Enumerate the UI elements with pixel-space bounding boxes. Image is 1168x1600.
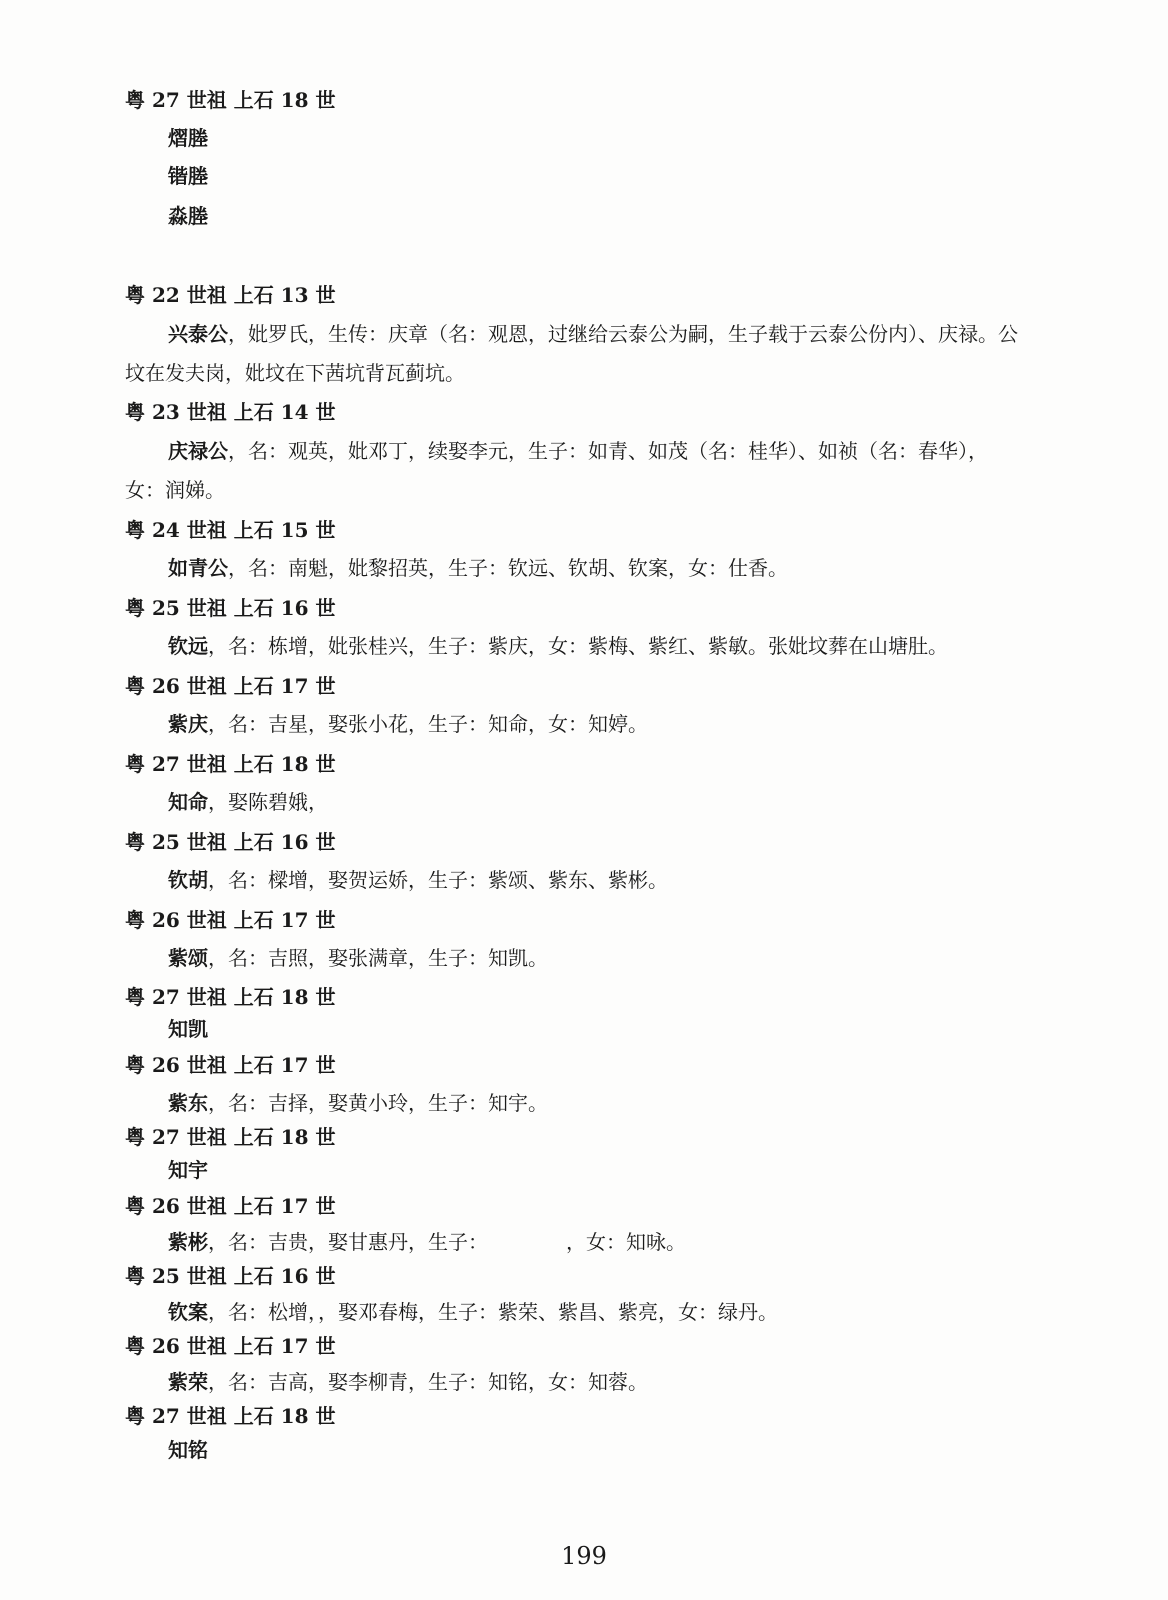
member-entry	[168, 790, 328, 814]
member-details: ，名：吉星，娶张小花，生子：知命，女：知婷。	[208, 712, 648, 736]
generation-heading: 粤 26 世祖 上石 17 世	[125, 908, 336, 932]
member-entry	[168, 1017, 208, 1041]
generation-heading: 粤 25 世祖 上石 16 世	[125, 1264, 336, 1288]
member-name: 紫荣	[168, 1370, 208, 1394]
member-entry	[168, 204, 208, 228]
entry-continuation	[125, 478, 225, 502]
generation-heading: 粤 26 世祖 上石 17 世	[125, 1334, 336, 1358]
member-details: ，名：南魁，妣黎招英，生子：钦远、钦胡、钦案，女：仕香。	[228, 556, 788, 580]
member-name: 庆禄公	[168, 439, 228, 463]
generation-heading: 粤 27 世祖 上石 18 世	[125, 1404, 336, 1428]
generation-heading: 粤 27 世祖 上石 18 世	[125, 985, 336, 1009]
member-name: 知命	[168, 790, 208, 814]
member-entry	[168, 322, 1018, 346]
generation-heading: 粤 22 世祖 上石 13 世	[125, 283, 336, 307]
member-name: 兴泰公	[168, 322, 228, 346]
member-details: ，名：栋增，妣张桂兴，生子：紫庆，女：紫梅、紫红、紫敏。张妣坟葬在山塘肚。	[208, 634, 948, 658]
generation-heading: 粤 26 世祖 上石 17 世	[125, 1194, 336, 1218]
member-details: ，名：吉贵，娶甘惠丹，生子：	[208, 1230, 488, 1254]
member-name: 钦案	[168, 1300, 208, 1324]
member-entry	[168, 439, 988, 463]
member-details: 女：润娣。	[125, 478, 225, 502]
member-name: 如青公	[168, 556, 228, 580]
generation-heading: 粤 25 世祖 上石 16 世	[125, 830, 336, 854]
generation-heading: 粤 27 世祖 上石 18 世	[125, 1125, 336, 1149]
member-name: 紫东	[168, 1091, 208, 1115]
member-details-cont: ，女：知咏。	[566, 1230, 686, 1254]
member-name: 熠塍	[168, 126, 208, 150]
member-details: ，名：观英，妣邓丁，续娶李元，生子：如青、如茂（名：桂华）、如祯（名：春华），	[228, 439, 988, 463]
member-name: 淼塍	[168, 204, 208, 228]
member-entry	[168, 634, 948, 658]
member-details: ，名：樑增，娶贺运娇，生子：紫颂、紫东、紫彬。	[208, 868, 668, 892]
member-name: 知凯	[168, 1017, 208, 1041]
member-details: ，名：吉择，娶黄小玲，生子：知宇。	[208, 1091, 548, 1115]
member-entry	[168, 164, 208, 188]
member-entry	[168, 946, 548, 970]
member-entry	[168, 1091, 548, 1115]
member-name: 锴塍	[168, 164, 208, 188]
member-entry	[168, 712, 648, 736]
generation-heading: 粤 24 世祖 上石 15 世	[125, 518, 336, 542]
member-entry	[168, 556, 788, 580]
member-name: 紫颂	[168, 946, 208, 970]
member-entry	[168, 1370, 648, 1394]
member-name: 知宇	[168, 1158, 208, 1182]
member-name: 知铭	[168, 1438, 208, 1462]
member-details: 坟在发夫岗，妣坟在下茜坑背瓦蓟坑。	[125, 361, 465, 385]
member-entry	[168, 126, 208, 150]
member-entry	[168, 1230, 686, 1254]
generation-heading: 粤 27 世祖 上石 18 世	[125, 88, 336, 112]
entry-continuation	[125, 361, 465, 385]
generation-heading: 粤 26 世祖 上石 17 世	[125, 1053, 336, 1077]
generation-heading: 粤 27 世祖 上石 18 世	[125, 752, 336, 776]
member-details: ，妣罗氏，生传：庆章（名：观恩，过继给云泰公为嗣，生子载于云泰公份内）、庆禄。公	[228, 322, 1018, 346]
member-name: 紫庆	[168, 712, 208, 736]
member-name: 紫彬	[168, 1230, 208, 1254]
generation-heading: 粤 23 世祖 上石 14 世	[125, 400, 336, 424]
member-details: ，名：松增，，娶邓春梅，生子：紫荣、紫昌、紫亮，女：绿丹。	[208, 1300, 778, 1324]
member-name: 钦胡	[168, 868, 208, 892]
member-entry	[168, 1438, 208, 1462]
member-details: ，名：吉照，娶张满章，生子：知凯。	[208, 946, 548, 970]
member-entry	[168, 1158, 208, 1182]
member-details: ，名：吉高，娶李柳青，生子：知铭，女：知蓉。	[208, 1370, 648, 1394]
member-name: 钦远	[168, 634, 208, 658]
member-entry	[168, 868, 668, 892]
generation-heading: 粤 26 世祖 上石 17 世	[125, 674, 336, 698]
member-details: ，娶陈碧娥，	[208, 790, 328, 814]
member-entry	[168, 1300, 778, 1324]
page-number: 199	[561, 1542, 607, 1570]
generation-heading: 粤 25 世祖 上石 16 世	[125, 596, 336, 620]
